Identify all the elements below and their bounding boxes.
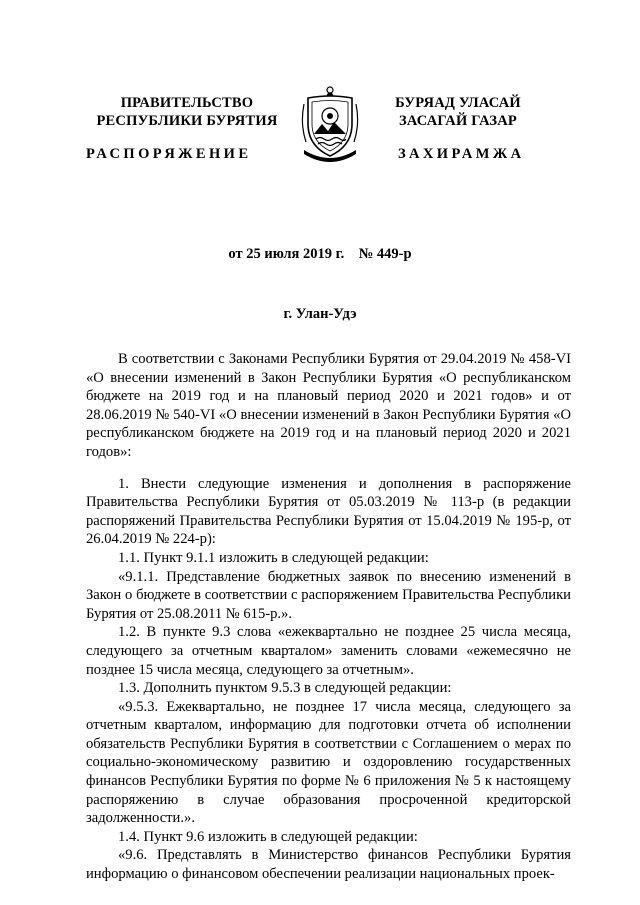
clause-9-6-text: «9.6. Представлять в Министерство финансов Республики Бурятия информацию о финансовом обеспечении реализации национальных проек- xyxy=(86,847,571,883)
document-body xyxy=(86,350,571,884)
preamble-paragraph: В соответствии с Законами Республики Бурятия от 29.04.2019 № 458-VI «О внесении изменений в Закон Республики Бурятия «О республиканском бюджете на 2019 год и на плановый период 2020 и 2021 годов» и от 28.06.2019 № 540-VI «О внесении изменений в Закон Республики Бурятия «О республиканском бюджете на 2019 год и на плановый период 2020 и 2021 годов»: xyxy=(86,351,571,460)
left-authority-line1: ПРАВИТЕЛЬСТВО xyxy=(120,95,254,111)
city-line: г. Улан-Удэ xyxy=(283,306,357,322)
clause-1-1: 1.1. Пункт 9.1.1 изложить в следующей редакции: xyxy=(118,549,429,566)
left-authority-header xyxy=(92,94,282,130)
clause-1-3: 1.3. Дополнить пунктом 9.5.3 в следующей редакции: xyxy=(118,680,452,697)
coat-of-arms-emblem-icon xyxy=(298,84,362,162)
right-authority-header xyxy=(368,94,548,130)
date-and-number: от 25 июля 2019 г. № 449-р xyxy=(228,246,412,262)
clause-1-2: 1.2. В пункте 9.3 слова «ежеквартально не позднее 25 числа месяца, следующего за отчетным кварталом» заменить словами «ежемесячно не позднее 15 числа месяца, следующего за отчетным». xyxy=(86,624,571,678)
clause-1-4: 1.4. Пункт 9.6 изложить в следующей редакции: xyxy=(118,828,418,845)
clause-1: 1. Внести следующие изменения и дополнения в распоряжение Правительства Республики Бурятия от 05.03.2019 № 113-р (в редакции распоряжений Правительства Республики Бурятия от 15.04.2019 № 195-р, от 26.04.2019 № 224-р): xyxy=(86,475,571,548)
right-document-kind: ЗАХИРАМЖА xyxy=(398,146,525,162)
clause-9-5-3-text: «9.5.3. Ежеквартально, не позднее 17 числа месяца, следующего за отчетным кварталом, информацию для подготовки отчета об исполнении обязательств Республики Бурятия в соответствии с Соглашением о мерах по социально-экономическому развитию и оздоровлению государственных финансов Республики Бурятия по форме № 6 приложения № 5 к настоящему распоряжению в случае образования просроченной кредиторской задолженности.». xyxy=(86,698,571,827)
right-authority-line1: БУРЯАД УЛАСАЙ xyxy=(395,95,521,111)
left-document-kind: РАСПОРЯЖЕНИЕ xyxy=(86,146,252,162)
right-authority-line2: ЗАСАГАЙ ГАЗАР xyxy=(399,113,517,129)
clause-9-1-1-text: «9.1.1. Представление бюджетных заявок по внесению изменений в Закон о бюджете в соответствии с распоряжением Правительства Республики Бурятия от 25.08.2011 № 615-р.». xyxy=(86,568,571,622)
left-authority-line2: РЕСПУБЛИКИ БУРЯТИЯ xyxy=(96,113,278,129)
